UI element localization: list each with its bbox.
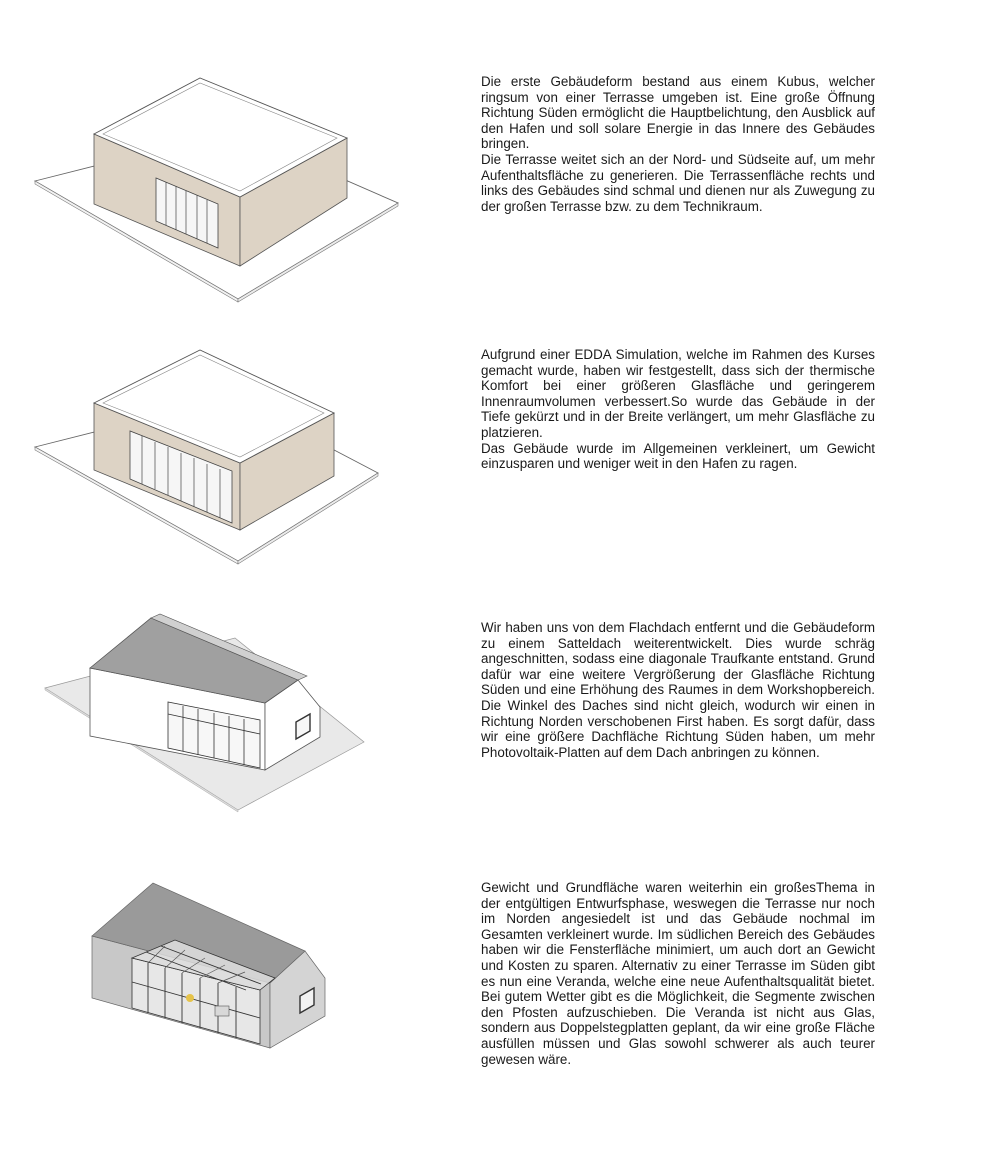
description-text-3 bbox=[481, 620, 875, 760]
paragraph: Wir haben uns von dem Flachdach entfernt und die Gebäudeform zu einem Satteldach weiterentwickelt. Dies wurde schräg angeschnitten, sodass eine diagonale Traufkante entstand. Grund dafür war eine weitere Vergrößerung der Glasfläche Richtung Süden und eine Erhöhung des Raumes in dem Workshopbereich. Die Winkel des Daches sind nicht gleich, wodurch wir einen in Richtung Norden verschobenen First haben. Es sorgt dafür, dass wir eine größere Dachfläche Richtung Süden haben, um mehr Photovoltaik-Platten auf dem Dach anbringen zu können. bbox=[481, 620, 875, 760]
illustration-reduced-cube bbox=[20, 345, 410, 570]
paragraph: Die Terrasse weitet sich an der Nord- und Südseite auf, um mehr Aufenthaltsfläche zu generieren. Die Terrassenfläche rechts und links des Gebäudes sind schmal und dienen nur als Zuwegung zu der großen Terrasse bzw. zu dem Technikraum. bbox=[481, 151, 875, 214]
paragraph: Das Gebäude wurde im Allgemeinen verkleinert, um Gewicht einzusparen und weniger weit in den Hafen zu ragen. bbox=[481, 440, 875, 472]
illustration-flat-roof-cube bbox=[20, 70, 410, 305]
paragraph: Die erste Gebäudeform bestand aus einem Kubus, welcher ringsum von einer Terrasse umgeben ist. Eine große Öffnung Richtung Süden ermöglicht die Hauptbelichtung, den Ausblick auf den Hafen und soll solare Energie in das Innere des Gebäudes bringen. bbox=[481, 74, 875, 152]
paragraph: Aufgrund einer EDDA Simulation, welche im Rahmen des Kurses gemacht wurde, haben wir festgestellt, dass sich der thermische Komfort bei einer größeren Glasfläche und geringerem Innenraumvolumen verbessert.So wurde das Gebäude in der Tiefe gekürzt und in der Breite verlängert, um mehr Glasfläche zu platzieren. bbox=[481, 347, 875, 440]
illustration-gable-roof-terrace bbox=[20, 610, 380, 815]
description-text-1 bbox=[481, 74, 875, 214]
illustration-gable-roof-veranda bbox=[20, 878, 380, 1053]
paragraph: Gewicht und Grundfläche waren weiterhin ein großesThema in der entgültigen Entwurfsphase, weswegen die Terrasse nur noch im Norden angesiedelt ist und das Gebäude nochmal im Gesamten verkleinert wurde. Im südlichen Bereich des Gebäudes haben wir die Fensterfläche minimiert, um auch dort an Gewicht und Kosten zu sparen. Alternativ zu einer Terrasse im Süden gibt es nun eine Veranda, welche eine neue Aufenthaltsqualität bietet. Bei gutem Wetter gibt es die Möglichkeit, die Segmente zwischen den Pfosten aufzuschieben. Die Veranda ist nicht aus Glas, sondern aus Doppelstegplatten geplant, da wir eine große Fläche ausfüllen müssen und Glas sowohl schwerer als auch teurer gewesen wäre. bbox=[481, 880, 875, 1067]
description-text-2 bbox=[481, 347, 875, 472]
description-text-4 bbox=[481, 880, 875, 1067]
